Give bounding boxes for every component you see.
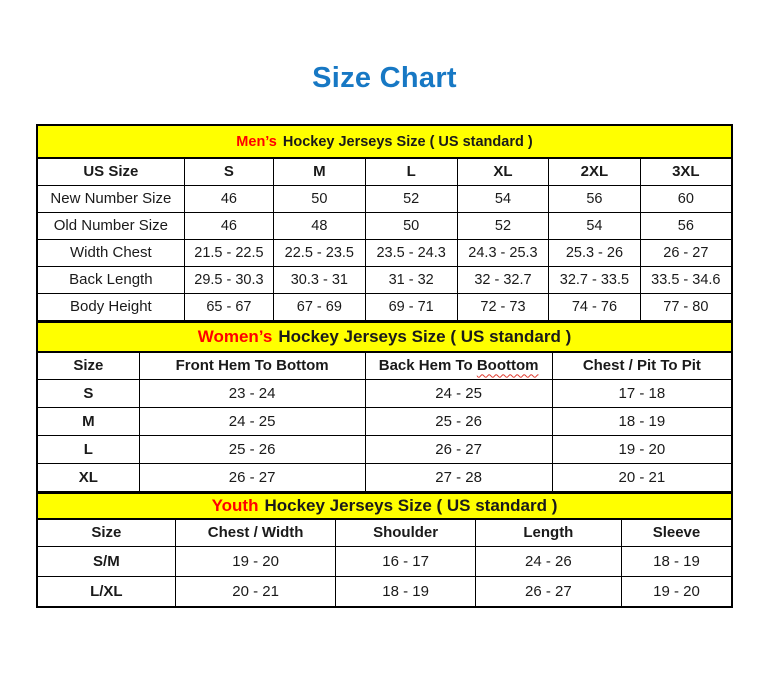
mens-table-cell: 29.5 - 30.3 bbox=[184, 266, 273, 293]
mens-table-cell: 54 bbox=[457, 185, 548, 212]
womens-column-header: Front Hem To Bottom bbox=[139, 352, 365, 380]
womens-table-cell: 23 - 24 bbox=[139, 380, 365, 408]
womens-header-row bbox=[38, 352, 731, 380]
mens-column-header: S bbox=[184, 158, 273, 185]
youth-section-rest: Hockey Jerseys Size ( US standard ) bbox=[264, 496, 558, 515]
mens-column-header: 2XL bbox=[549, 158, 640, 185]
mens-table-cell: 54 bbox=[549, 212, 640, 239]
mens-size-table bbox=[38, 126, 731, 321]
youth-column-header: Size bbox=[38, 519, 175, 546]
youth-column-header: Length bbox=[475, 519, 621, 546]
mens-table-cell: 60 bbox=[640, 185, 731, 212]
womens-table-cell: 27 - 28 bbox=[365, 464, 552, 492]
mens-column-header: US Size bbox=[38, 158, 184, 185]
mens-table-row bbox=[38, 185, 731, 212]
mens-table-row bbox=[38, 212, 731, 239]
mens-table-row bbox=[38, 266, 731, 293]
size-tables bbox=[36, 124, 733, 608]
youth-column-header: Shoulder bbox=[336, 519, 475, 546]
mens-section-accent: Men’s bbox=[236, 133, 277, 150]
mens-table-cell: 31 - 32 bbox=[365, 266, 457, 293]
womens-table-cell: 20 - 21 bbox=[552, 464, 731, 492]
header-text: Back Hem To bbox=[378, 357, 477, 375]
mens-table-cell: 52 bbox=[457, 212, 548, 239]
mens-column-header: L bbox=[365, 158, 457, 185]
womens-column-header: Size bbox=[38, 352, 139, 380]
youth-section-row bbox=[38, 493, 731, 519]
womens-section-header bbox=[38, 322, 731, 352]
womens-table-cell: 17 - 18 bbox=[552, 380, 731, 408]
mens-table-cell: 30.3 - 31 bbox=[274, 266, 365, 293]
mens-table-cell: 46 bbox=[184, 185, 273, 212]
mens-table-cell: 50 bbox=[365, 212, 457, 239]
youth-table-cell: 18 - 19 bbox=[336, 576, 475, 606]
womens-size-table bbox=[38, 321, 731, 493]
youth-size-table bbox=[38, 492, 731, 606]
mens-row-label: Body Height bbox=[38, 293, 184, 320]
mens-column-header: M bbox=[274, 158, 365, 185]
womens-table-cell: 19 - 20 bbox=[552, 436, 731, 464]
womens-section-row bbox=[38, 322, 731, 352]
mens-table-cell: 22.5 - 23.5 bbox=[274, 239, 365, 266]
womens-column-header bbox=[365, 352, 552, 380]
youth-table-cell: 16 - 17 bbox=[336, 546, 475, 576]
mens-header-row bbox=[38, 158, 731, 185]
womens-row-label: L bbox=[38, 436, 139, 464]
mens-table-cell: 33.5 - 34.6 bbox=[640, 266, 731, 293]
mens-table-cell: 52 bbox=[365, 185, 457, 212]
mens-table-cell: 48 bbox=[274, 212, 365, 239]
mens-table-cell: 74 - 76 bbox=[549, 293, 640, 320]
youth-column-header: Chest / Width bbox=[175, 519, 336, 546]
mens-row-label: New Number Size bbox=[38, 185, 184, 212]
womens-section-accent: Women’s bbox=[197, 326, 273, 346]
mens-table-cell: 69 - 71 bbox=[365, 293, 457, 320]
womens-column-header: Chest / Pit To Pit bbox=[552, 352, 731, 380]
womens-row-label: S bbox=[38, 380, 139, 408]
womens-table-row bbox=[38, 380, 731, 408]
womens-section-rest: Hockey Jerseys Size ( US standard ) bbox=[278, 326, 572, 346]
mens-column-header: XL bbox=[457, 158, 548, 185]
youth-table-row bbox=[38, 576, 731, 606]
mens-table-cell: 77 - 80 bbox=[640, 293, 731, 320]
youth-table-cell: 19 - 20 bbox=[621, 576, 731, 606]
mens-table-cell: 23.5 - 24.3 bbox=[365, 239, 457, 266]
youth-table-cell: 18 - 19 bbox=[621, 546, 731, 576]
mens-table-cell: 65 - 67 bbox=[184, 293, 273, 320]
womens-row-label: M bbox=[38, 408, 139, 436]
youth-table-cell: 19 - 20 bbox=[175, 546, 336, 576]
mens-table-row bbox=[38, 293, 731, 320]
youth-table-row bbox=[38, 546, 731, 576]
mens-table-cell: 21.5 - 22.5 bbox=[184, 239, 273, 266]
mens-row-label: Width Chest bbox=[38, 239, 184, 266]
womens-table-row bbox=[38, 436, 731, 464]
womens-table-cell: 24 - 25 bbox=[365, 380, 552, 408]
womens-table-cell: 25 - 26 bbox=[139, 436, 365, 464]
mens-table-cell: 56 bbox=[549, 185, 640, 212]
womens-table-cell: 26 - 27 bbox=[139, 464, 365, 492]
mens-table-cell: 32.7 - 33.5 bbox=[549, 266, 640, 293]
womens-table-cell: 24 - 25 bbox=[139, 408, 365, 436]
mens-table-cell: 46 bbox=[184, 212, 273, 239]
womens-table-row bbox=[38, 464, 731, 492]
womens-table-cell: 26 - 27 bbox=[365, 436, 552, 464]
mens-table-cell: 67 - 69 bbox=[274, 293, 365, 320]
mens-row-label: Back Length bbox=[38, 266, 184, 293]
womens-row-label: XL bbox=[38, 464, 139, 492]
mens-row-label: Old Number Size bbox=[38, 212, 184, 239]
mens-table-row bbox=[38, 239, 731, 266]
mens-table-cell: 26 - 27 bbox=[640, 239, 731, 266]
youth-section-accent: Youth bbox=[211, 496, 259, 515]
mens-column-header: 3XL bbox=[640, 158, 731, 185]
mens-section-row bbox=[38, 126, 731, 158]
mens-section-rest: Hockey Jerseys Size ( US standard ) bbox=[282, 133, 533, 150]
mens-table-cell: 56 bbox=[640, 212, 731, 239]
mens-table-cell: 25.3 - 26 bbox=[549, 239, 640, 266]
youth-row-label: S/M bbox=[38, 546, 175, 576]
womens-table-cell: 25 - 26 bbox=[365, 408, 552, 436]
mens-table-cell: 32 - 32.7 bbox=[457, 266, 548, 293]
mens-table-cell: 50 bbox=[274, 185, 365, 212]
womens-table-row bbox=[38, 408, 731, 436]
page-title: Size Chart bbox=[312, 62, 457, 94]
youth-table-cell: 20 - 21 bbox=[175, 576, 336, 606]
youth-table-cell: 26 - 27 bbox=[475, 576, 621, 606]
mens-table-cell: 72 - 73 bbox=[457, 293, 548, 320]
youth-row-label: L/XL bbox=[38, 576, 175, 606]
youth-table-cell: 24 - 26 bbox=[475, 546, 621, 576]
youth-column-header: Sleeve bbox=[621, 519, 731, 546]
mens-section-header bbox=[38, 126, 731, 158]
mens-table-cell: 24.3 - 25.3 bbox=[457, 239, 548, 266]
misspelled-word: Boottom bbox=[476, 357, 539, 375]
womens-table-cell: 18 - 19 bbox=[552, 408, 731, 436]
youth-header-row bbox=[38, 519, 731, 546]
youth-section-header bbox=[38, 493, 731, 519]
